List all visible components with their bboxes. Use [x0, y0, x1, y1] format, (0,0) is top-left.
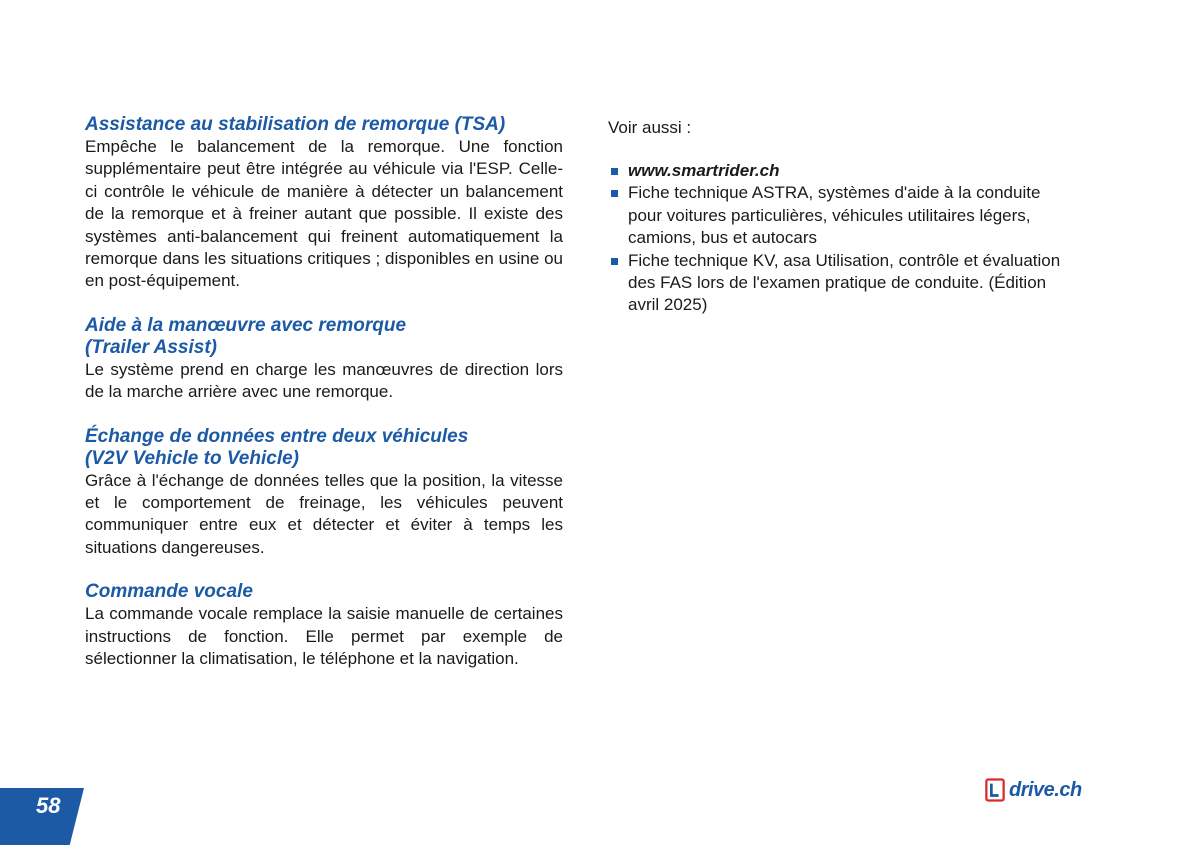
reference-item [608, 182, 1078, 249]
bullet-square-icon [611, 258, 618, 265]
section-heading-sub: (Trailer Assist) [85, 336, 217, 358]
logo-text: drive.ch [1009, 778, 1082, 801]
section-voice-command [85, 581, 563, 670]
brand-logo [985, 776, 1082, 804]
l-plate-icon [985, 778, 1005, 802]
section-heading: Assistance au stabilisation de remorque (TSA) [85, 114, 506, 135]
reference-item[interactable] [608, 160, 1078, 182]
page-number: 58 [36, 793, 61, 818]
reference-list [608, 160, 1078, 317]
reference-item [608, 250, 1078, 317]
left-column [85, 114, 563, 693]
section-body: Empêche le balancement de la remorque. Une fonction supplémentaire peut être intégrée au véhicule via l'ESP. Celle-ci contrôle le véhicule de manière à détecter un balancement de la remorque et à freiner autant que possible. Il existe des systèmes anti-balancement qui freinent automatiquement la remorque dans les situations critiques ; disponibles en usine ou en post-équipement. [85, 137, 563, 291]
section-body: Le système prend en charge les manœuvres de direction lors de la marche arrière avec une remorque. [85, 359, 563, 402]
section-heading: Échange de données entre deux véhicules [85, 425, 469, 447]
bullet-square-icon [611, 190, 618, 197]
section-heading: Commande vocale [85, 581, 253, 603]
section-heading-sub: (V2V Vehicle to Vehicle) [85, 447, 300, 469]
section-v2v [85, 426, 563, 560]
section-body: Grâce à l'échange de données telles que la position, la vitesse et le comportement de freinage, les véhicules peuvent communiquer entre eux et détecter et éviter à temps les situations dangereuses. [85, 470, 563, 557]
section-trailer-assist [85, 315, 563, 404]
section-heading: Aide à la manœuvre avec remorque [85, 314, 407, 336]
right-column [608, 117, 1078, 317]
section-tsa [85, 114, 563, 293]
see-also-label: Voir aussi : [608, 118, 692, 137]
reference-link[interactable]: www.smartrider.ch [628, 161, 780, 180]
reference-text: Fiche technique ASTRA, systèmes d'aide à la conduite pour voitures particulières, véhicules utilitaires légers, camions, bus et autocars [628, 183, 1041, 248]
section-body: La commande vocale remplace la saisie manuelle de certaines instructions de fonction. Elle permet par exemple de sélectionner la climatisation, le téléphone et la navigation. [85, 604, 563, 669]
reference-text: Fiche technique KV, asa Utilisation, contrôle et évaluation des FAS lors de l'examen pratique de conduite. (Édition avril 2025) [628, 250, 1061, 315]
bullet-square-icon [611, 168, 618, 175]
